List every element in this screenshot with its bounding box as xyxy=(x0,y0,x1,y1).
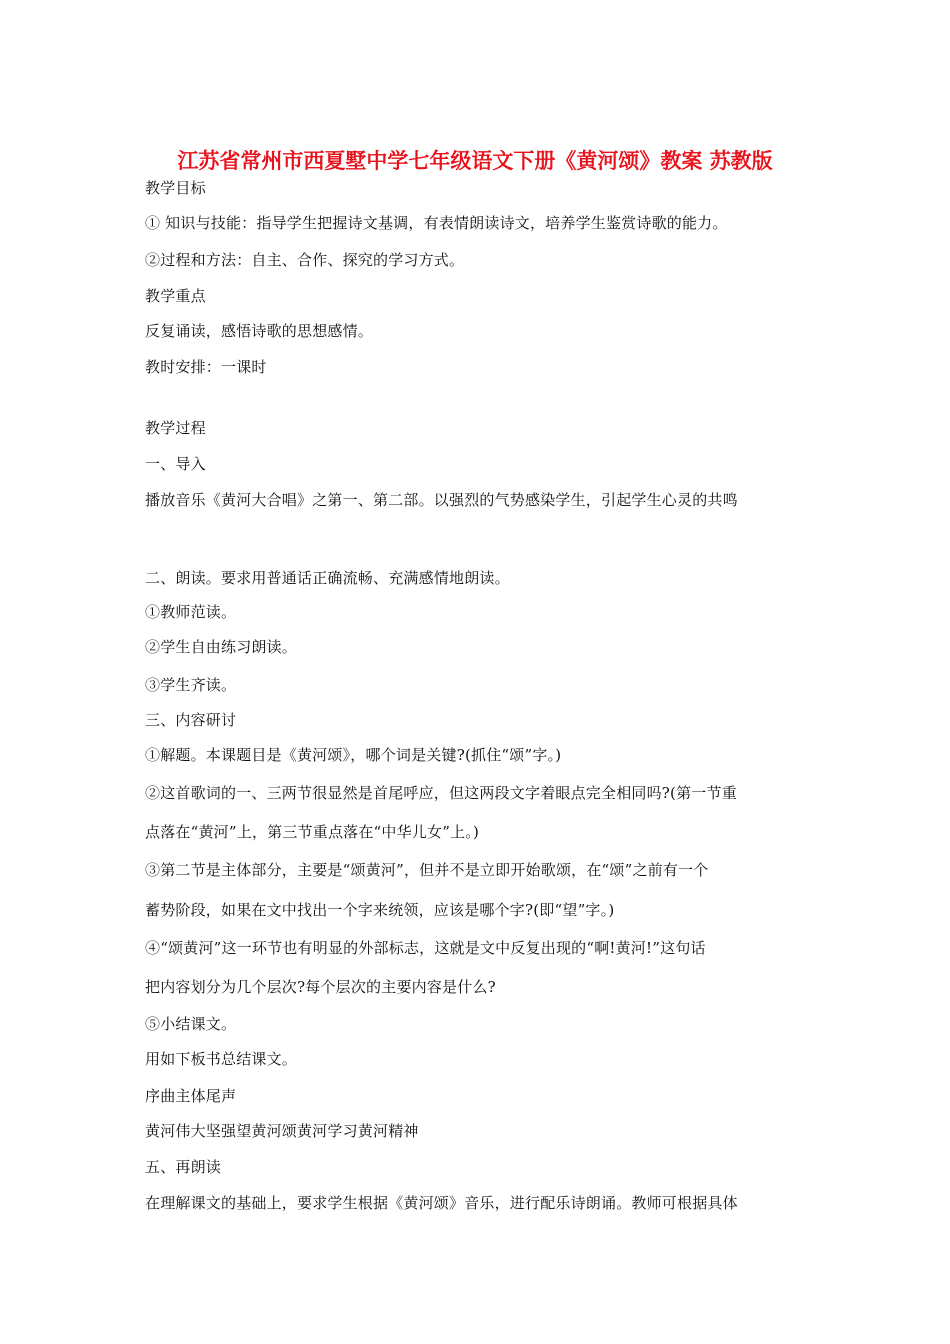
content-item-5: ⑤小结课文。 xyxy=(145,1015,237,1033)
reading-step-3: ③学生齐读。 xyxy=(145,676,237,694)
heading-teaching-goals: 教学目标 xyxy=(145,179,206,197)
blackboard-content: 黄河伟大坚强望黄河颂黄河学习黄河精神 xyxy=(145,1122,419,1140)
heading-teaching-focus: 教学重点 xyxy=(145,287,206,305)
content-item-3: ③第二节是主体部分，主要是“颂黄河”，但并不是立即开始歌颂，在“颂”之前有一个 xyxy=(145,861,709,879)
reading-step-1: ①教师范读。 xyxy=(145,603,237,621)
content-item-2-cont: 点落在“黄河”上，第三节重点落在“中华儿女”上。) xyxy=(145,823,480,841)
schedule-text: 教时安排：一课时 xyxy=(145,358,267,376)
content-item-2: ②这首歌词的一、三两节很显然是首尾呼应，但这两段文字着眼点完全相同吗?(第一节重 xyxy=(145,784,737,802)
reading-step-2: ②学生自由练习朗读。 xyxy=(145,638,298,656)
content-item-3-cont: 蓄势阶段，如果在文中找出一个字来统领，应该是哪个字?(即“望”字。) xyxy=(145,901,615,919)
section-content-heading: 三、内容研讨 xyxy=(145,711,237,729)
section-intro-heading: 一、导入 xyxy=(145,455,206,473)
goal-process-methods: ②过程和方法：自主、合作、探究的学习方式。 xyxy=(145,251,465,269)
blackboard-intro: 用如下板书总结课文。 xyxy=(145,1050,298,1068)
section-reread-heading: 五、再朗读 xyxy=(145,1158,222,1176)
focus-text: 反复诵读，感悟诗歌的思想感情。 xyxy=(145,322,374,340)
content-item-4: ④“颂黄河”这一环节也有明显的外部标志，这就是文中反复出现的“啊!黄河!”这句话 xyxy=(145,939,706,957)
reread-text: 在理解课文的基础上，要求学生根据《黄河颂》音乐，进行配乐诗朗诵。教师可根据具体 xyxy=(145,1194,738,1212)
content-item-1: ①解题。本课题目是《黄河颂》，哪个词是关键?(抓住“颂”字。) xyxy=(145,746,562,764)
heading-teaching-process: 教学过程 xyxy=(145,419,206,437)
blackboard-structure: 序曲主体尾声 xyxy=(145,1087,237,1105)
section-reading-heading: 二、朗读。要求用普通话正确流畅、充满感情地朗读。 xyxy=(145,569,510,587)
intro-text: 播放音乐《黄河大合唱》之第一、第二部。以强烈的气势感染学生，引起学生心灵的共鸣 xyxy=(145,491,738,509)
document-title: 江苏省常州市西夏墅中学七年级语文下册《黄河颂》教案 苏教版 xyxy=(177,149,773,173)
goal-knowledge-skills: ① 知识与技能：指导学生把握诗文基调，有表情朗读诗文，培养学生鉴赏诗歌的能力。 xyxy=(145,214,728,232)
content-item-4-cont: 把内容划分为几个层次?每个层次的主要内容是什么? xyxy=(145,978,496,996)
